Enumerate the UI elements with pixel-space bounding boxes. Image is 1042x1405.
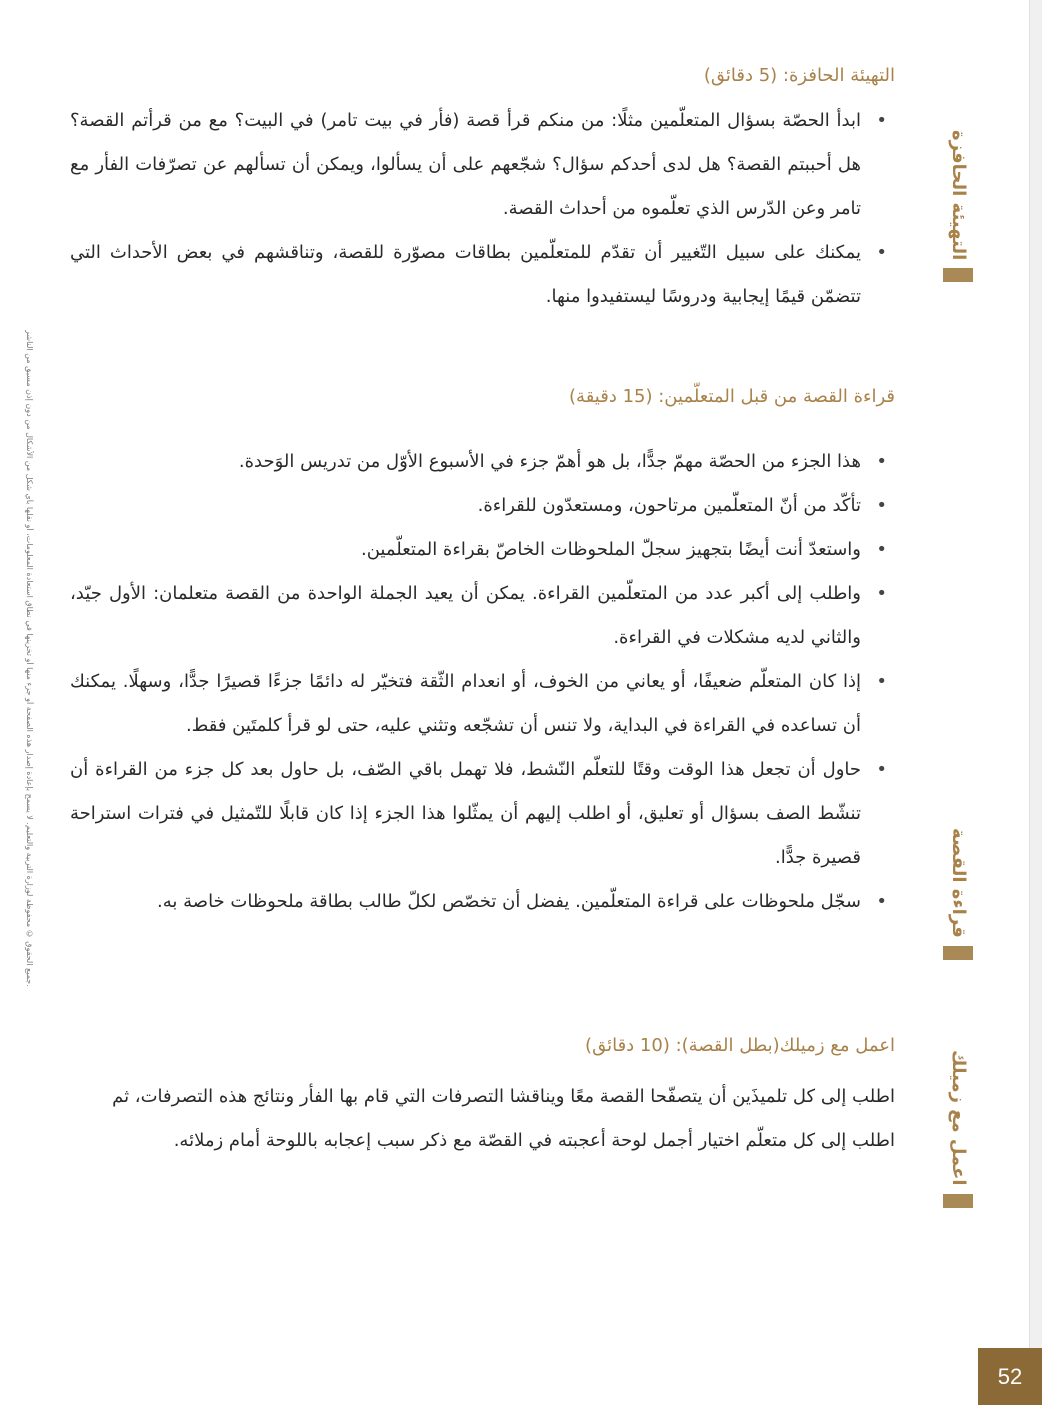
section-paragraph: اطلب إلى كل تلميذَين أن يتصفّحا القصة معًا ويناقشا التصرفات التي قام بها الفأر ونتائج هذه التصرفات، ثم اطلب إلى كل متعلّم اختيار أجمل لوحة أعجبته في القصّة مع ذكر سبب إعجابه باللوحة أمام زملائه. — [112, 1086, 895, 1151]
side-tab-bar — [943, 1194, 973, 1208]
section-pair-work — [70, 1033, 895, 1163]
side-tab-motivation — [940, 130, 976, 282]
section-heading: اعمل مع زميلك(بطل القصة): (10 دقائق) — [585, 1035, 895, 1056]
list-item: • إذا كان المتعلّم ضعيفًا، أو يعاني من الخوف، أو انعدام الثّقة فتخيّر له دائمًا جزءًا قصيرًا جدًّا، وسهلًا. يمكنك أن تساعده في القراءة في البداية، ولا تنس أن تشجّعه وتثني عليه، حتى لو قرأ كلمتَين فقط. — [70, 660, 895, 748]
list-item: • سجّل ملحوظات على قراءة المتعلّمين. يفضل أن تخصّص لكلّ طالب بطاقة ملحوظات خاصة به. — [70, 880, 895, 924]
list-item: • واطلب إلى أكبر عدد من المتعلّمين القراءة. يمكن أن يعيد الجملة الواحدة من القصة متعلمان: الأول جيّد، والثاني لديه مشكلات في القراءة. — [70, 572, 895, 660]
bullet-list — [70, 440, 895, 924]
page-number: 52 — [978, 1348, 1042, 1405]
copyright-notice: جميع الحقوق © محفوظة لوزارة التربية والتعليم. لا يسمح بإعادة إصدار هذه الصفحة أو جزء منها أو تخزينها في نطاق استعادة المعلومات، أو نقلها بأي شكل من الأشكال من دون إذن مسبق من الناشر. — [25, 330, 34, 987]
side-tab-label: قراءة القصة — [948, 828, 969, 938]
section-heading: قراءة القصة من قبل المتعلّمين: (15 دقيقة) — [569, 386, 895, 407]
section-reading — [70, 384, 895, 924]
side-tab-label: التهيئة الحافزة — [948, 130, 969, 261]
list-item: • تأكّد من أنّ المتعلّمين مرتاحون، ومستعدّون للقراءة. — [70, 484, 895, 528]
list-item: • واستعدّ أنت أيضًا بتجهيز سجلّ الملحوظات الخاصّ بقراءة المتعلّمين. — [70, 528, 895, 572]
side-tab-bar — [943, 946, 973, 960]
list-item: • يمكنك على سبيل التّغيير أن تقدّم للمتعلّمين بطاقات مصوّرة للقصة، وتناقشهم في بعض الأحداث التي تتضمّن قيمًا إيجابية ودروسًا ليستفيدوا منها. — [70, 231, 895, 319]
list-item: • ابدأ الحصّة بسؤال المتعلّمين مثلًا: من منكم قرأ قصة (فأر في بيت تامر) في البيت؟ مع من قرأتم القصة؟ هل أحببتم القصة؟ هل لدى أحدكم سؤال؟ شجّعهم على أن يسألوا، ويمكن أن تسألهم عن تصرّفات الفأر مع تامر وعن الدّرس الذي تعلّموه من أحداث القصة. — [70, 99, 895, 231]
section-heading: التهيئة الحافزة: (5 دقائق) — [703, 65, 895, 86]
side-tab-bar — [943, 268, 973, 282]
bullet-list — [70, 99, 895, 319]
page-edge — [1029, 0, 1042, 1405]
side-tab-pair-work — [940, 1050, 976, 1208]
side-tab-label: اعمل مع زميلك — [948, 1050, 969, 1186]
list-item: • حاول أن تجعل هذا الوقت وقتًا للتعلّم النّشط، فلا تهمل باقي الصّف، بل حاول بعد كل جزء من القراءة أن تنشّط الصف بسؤال أو تعليق، أو اطلب إليهم أن يمثّلوا هذا الجزء إذا كان قابلًا للتّمثيل في فترات استراحة قصيرة جدًّا. — [70, 748, 895, 880]
section-motivation — [70, 63, 895, 319]
list-item: • هذا الجزء من الحصّة مهمّ جدًّا، بل هو أهمّ جزء في الأسبوع الأوّل من تدريس الوَحدة. — [70, 440, 895, 484]
side-tab-reading — [940, 828, 976, 960]
